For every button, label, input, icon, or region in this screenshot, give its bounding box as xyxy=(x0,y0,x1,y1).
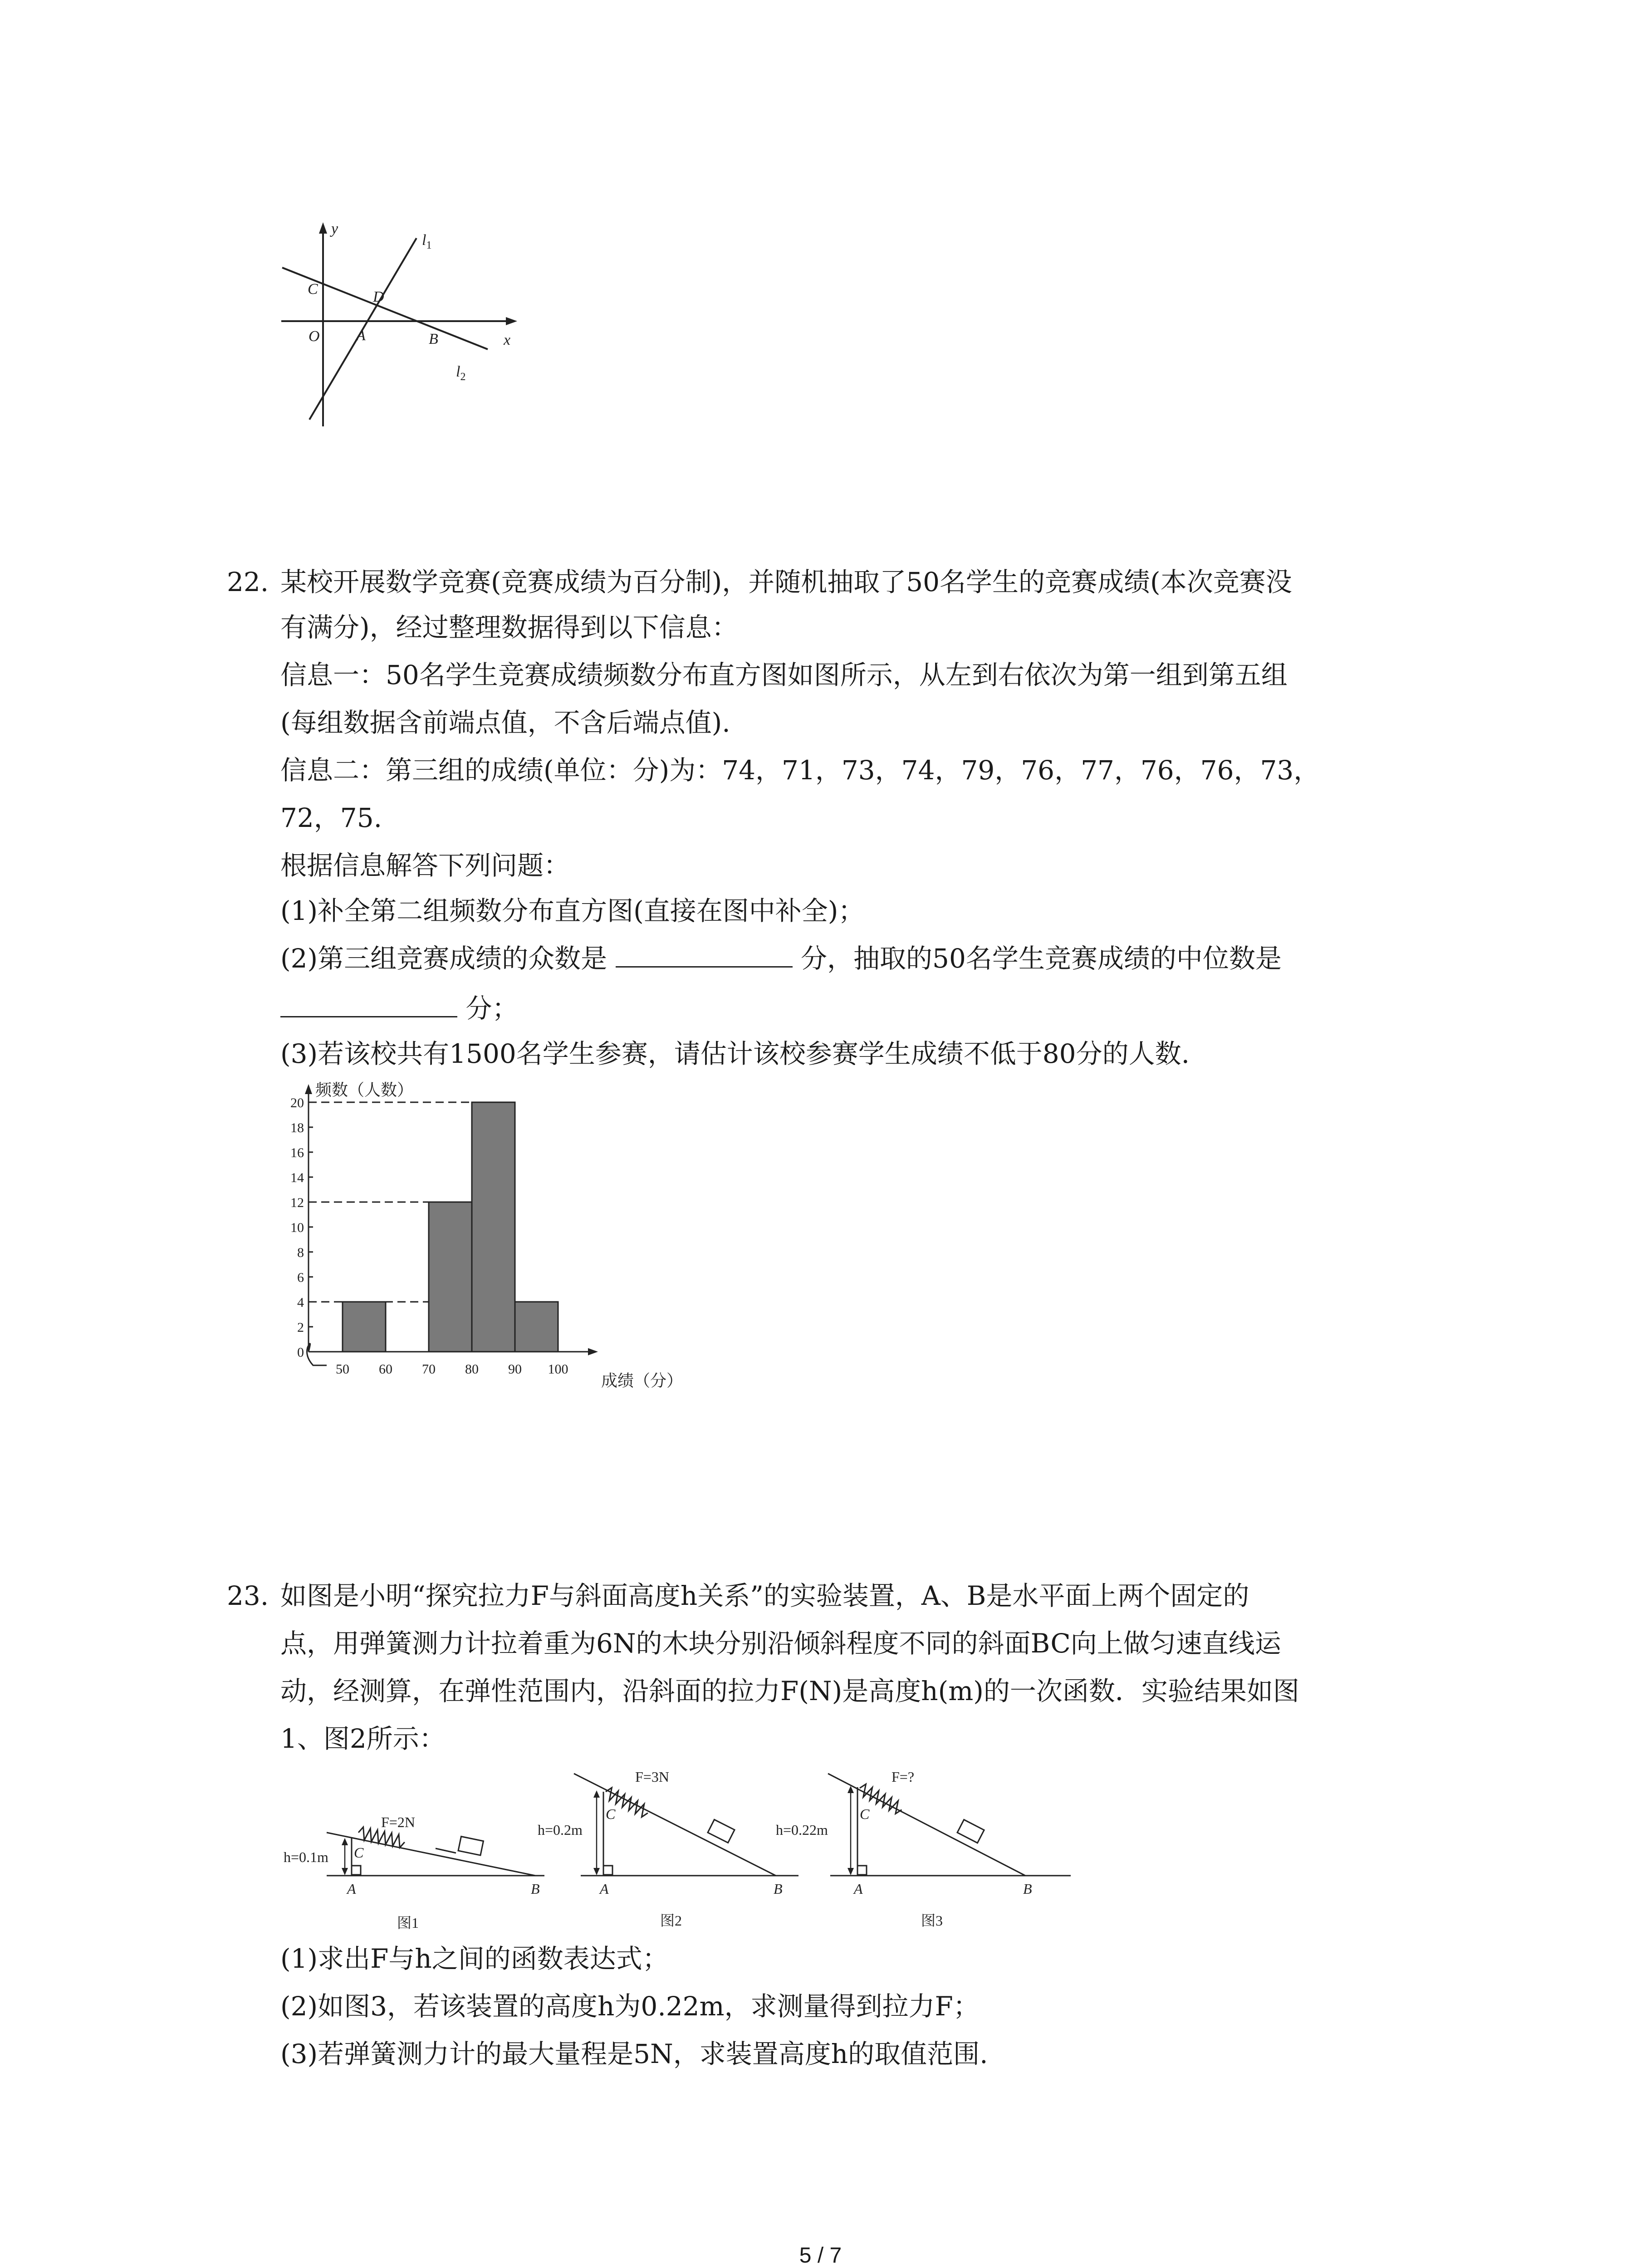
y-tick-label: 8 xyxy=(297,1245,304,1260)
page-number: 5 / 7 xyxy=(799,2244,842,2268)
fig3-point-c: C xyxy=(860,1806,870,1822)
q22-part-3: (3)若该校共有1500名学生参赛，请估计该校参赛学生成绩不低于80分的人数. xyxy=(280,1038,1190,1069)
histogram-bar xyxy=(515,1302,558,1352)
histogram-y-label: 频数（人数） xyxy=(315,1081,414,1099)
fig1-caption: 图1 xyxy=(397,1915,419,1931)
fig2-force-label: F=3N xyxy=(635,1769,669,1785)
q22-line-6: 72，75. xyxy=(280,802,382,833)
fig3-point-a: A xyxy=(854,1881,863,1897)
fig3-height-label: h=0.22m xyxy=(776,1822,828,1838)
q22-part-2-text-c: 分； xyxy=(465,993,519,1024)
y-tick-label: 12 xyxy=(290,1195,304,1210)
x-tick-label: 80 xyxy=(465,1362,479,1377)
q22-line-7: 根据信息解答下列问题： xyxy=(280,850,570,881)
histogram-bar xyxy=(429,1202,472,1352)
fig3-force-label: F=? xyxy=(892,1769,915,1785)
point-c-label: C xyxy=(308,281,318,298)
q22-part-2-text-a: (2)第三组竞赛成绩的众数是 xyxy=(280,943,607,974)
fig1-point-b: B xyxy=(531,1881,540,1897)
x-tick-label: 60 xyxy=(379,1362,392,1377)
answer-blank-mode[interactable] xyxy=(616,966,793,968)
fig1-height-label: h=0.1m xyxy=(284,1849,328,1865)
q22-line-3: 信息一：50名学生竞赛成绩频数分布直方图如图所示，从左到右依次为第一组到第五组 xyxy=(280,660,1288,690)
y-tick-label: 6 xyxy=(297,1270,304,1285)
fig1-point-a: A xyxy=(347,1881,356,1897)
q23-line-2: 点，用弹簧测力计拉着重为6N的木块分别沿倾斜程度不同的斜面BC向上做匀速直线运 xyxy=(280,1628,1281,1659)
x-tick-label: 70 xyxy=(422,1362,436,1377)
fig2-point-a: A xyxy=(600,1881,609,1897)
fig2-caption: 图2 xyxy=(660,1912,682,1929)
y-tick-label: 20 xyxy=(290,1095,304,1110)
line-l2-label: $l_2$ xyxy=(456,363,466,383)
y-tick-label: 4 xyxy=(297,1295,304,1310)
histogram-bar xyxy=(472,1102,515,1352)
fig1-force-label: F=2N xyxy=(381,1814,415,1830)
q22-part-2 xyxy=(280,943,1282,974)
incline-figures xyxy=(272,1760,1089,1950)
y-tick-label: 18 xyxy=(290,1120,304,1135)
x-tick-label: 100 xyxy=(548,1362,568,1377)
fig3-point-b: B xyxy=(1023,1881,1032,1897)
fig2-point-b: B xyxy=(774,1881,783,1897)
x-tick-label: 90 xyxy=(508,1362,522,1377)
q22-line-5: 信息二：第三组的成绩(单位：分)为：74，71，73，74，79，76，77，76，76，73， xyxy=(280,755,1320,786)
q22-part-2-text-b: 分，抽取的50名学生竞赛成绩的中位数是 xyxy=(801,943,1282,974)
q23-line-4: 1、图2所示： xyxy=(280,1723,446,1754)
y-tick-label: 10 xyxy=(290,1220,304,1235)
figure-2 xyxy=(574,1774,798,1876)
q22-line-8: (1)补全第二组频数分布直方图(直接在图中补全)； xyxy=(280,895,865,926)
point-b-label: B xyxy=(429,331,438,347)
y-tick-label: 2 xyxy=(297,1320,304,1335)
point-d-label: D xyxy=(373,288,384,305)
y-axis-label: y xyxy=(331,220,338,237)
histogram-x-label: 成绩（分） xyxy=(601,1372,683,1390)
origin-label: O xyxy=(309,328,320,345)
q23-number: 23. xyxy=(227,1580,269,1611)
point-a-label: A xyxy=(356,327,366,344)
q22-part-2-cont xyxy=(280,993,518,1024)
fig1-point-c: C xyxy=(354,1844,364,1861)
q22-line-2: 有满分)，经过整理数据得到以下信息： xyxy=(280,612,738,643)
figure-3 xyxy=(828,1774,1071,1876)
fig2-point-c: C xyxy=(606,1806,616,1822)
q22-line-4: (每组数据含前端点值，不含后端点值). xyxy=(280,707,730,738)
y-tick-label: 14 xyxy=(290,1170,304,1185)
y-tick-label: 16 xyxy=(290,1145,304,1160)
q21-coordinate-figure xyxy=(272,213,544,431)
q23-part-1: (1)求出F与h之间的函数表达式； xyxy=(280,1943,669,1974)
histogram-chart xyxy=(272,1075,726,1402)
q23-line-1: 如图是小明“探究拉力F与斜面高度h关系”的实验装置，A、B是水平面上两个固定的 xyxy=(280,1580,1249,1611)
histogram-bar xyxy=(343,1302,386,1352)
line-l1-label: $l_1$ xyxy=(422,232,432,251)
fig3-caption: 图3 xyxy=(921,1912,943,1929)
q23-part-3: (3)若弹簧测力计的最大量程是5N，求装置高度h的取值范围. xyxy=(280,2038,988,2069)
answer-blank-median[interactable] xyxy=(280,1016,457,1017)
q23-part-2: (2)如图3，若该装置的高度h为0.22m，求测量得到拉力F； xyxy=(280,1991,980,2022)
fig2-height-label: h=0.2m xyxy=(538,1822,583,1838)
q22-line-1: 某校开展数学竞赛(竞赛成绩为百分制)，并随机抽取了50名学生的竞赛成绩(本次竞赛没 xyxy=(280,567,1292,597)
x-tick-label: 50 xyxy=(336,1362,349,1377)
q22-number: 22. xyxy=(227,567,269,597)
y-tick-label: 0 xyxy=(297,1345,304,1360)
x-axis-label: x xyxy=(504,332,511,348)
q23-line-3: 动，经测算，在弹性范围内，沿斜面的拉力F(N)是高度h(m)的一次函数．实验结果如图 xyxy=(280,1676,1299,1706)
